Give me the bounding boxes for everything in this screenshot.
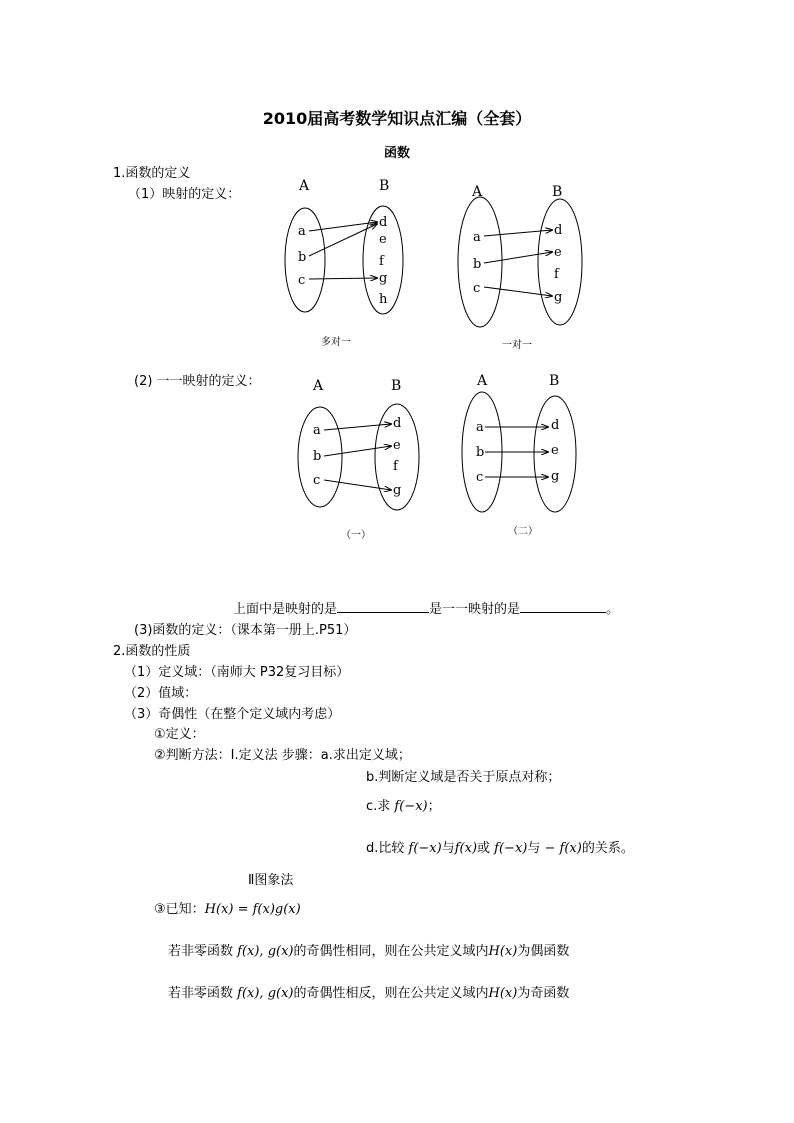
element-a: a [476,420,484,435]
diagram-caption: （一） [341,530,371,541]
diagram-caption: 多对一 [321,337,351,348]
arrow-b-d [309,224,377,256]
element-g: g [554,290,563,305]
set-a-label: A [477,373,488,389]
mapping-diagram-two [455,370,605,540]
set-a-label: A [313,378,324,394]
graph-method-line: Ⅱ图象法 [248,873,294,888]
step-c-suffix: ； [427,799,441,814]
element-d: d [554,223,563,238]
parity-line: （3）奇偶性（在整个定义域内考虑） [124,707,341,722]
arrow-b-e [324,446,391,456]
element-d: d [393,416,402,431]
element-d: d [551,418,560,433]
element-b: b [473,257,482,272]
element-g: g [551,469,560,484]
step-d-math-4: − f(x) [540,841,582,856]
rule-odd-line [168,982,569,1001]
step-d-math-2: f(x) [454,841,478,856]
fill-end: 。 [606,602,620,617]
step-d-text-1: 与 [441,841,455,856]
rule1-prefix: 若非零函数 [168,944,238,959]
rule2-math: f(x), g(x) [237,986,294,1001]
definition-line: ①定义： [154,727,205,742]
answer-blank-one-to-one[interactable] [520,600,606,613]
rule-even-line [168,940,569,959]
element-a: a [473,230,481,245]
set-a-label: A [472,184,483,200]
diagram-caption: （二） [508,526,538,537]
rule2-mid: 的奇偶性相反，则在公共定义域内 [293,986,489,1001]
step-d-line [366,837,634,856]
arrow-c-g [309,278,377,279]
range-line: （2）值域： [124,686,198,701]
method-line: ②判断方法：Ⅰ.定义法 步骤：a.求出定义域； [154,748,411,763]
element-c: c [298,273,306,288]
mapping-diagram-one [285,374,435,544]
domain-line: （1）定义域：（南师大 P32复习目标） [124,665,350,680]
step-c-line [366,795,441,814]
element-b: b [313,449,322,464]
element-c: c [476,470,484,485]
element-g: g [393,483,402,498]
rule1-mid: 的奇偶性相同，则在公共定义域内 [293,944,489,959]
rule1-end: 为偶函数 [517,944,570,959]
section-subtitle: 函数 [383,146,410,161]
arrow-a-d [324,424,391,430]
element-b: b [298,250,307,265]
element-e: e [393,438,401,453]
set-b-label: B [549,373,560,389]
fill-prefix: 上面中是映射的是 [233,602,338,617]
step-b-line: b.判断定义域是否关于原点对称； [366,770,561,785]
diagram-caption: 一对一 [502,340,532,351]
step-d-math-3: f(−x) [494,841,528,856]
step-d-prefix: d.比较 [366,841,409,856]
arrow-b-e [484,252,552,263]
element-g: g [379,271,388,286]
mapping-diagram-many-to-one [275,172,425,352]
mapping-definition-label: （1）映射的定义： [128,187,241,202]
element-f: f [393,459,398,474]
known-math: H(x) = f(x)g(x) [204,902,301,917]
fill-blank-question [233,598,619,617]
heading-function-properties: 2.函数的性质 [113,644,191,659]
function-definition-line: (3)函数的定义：（课本第一册上.P51） [134,623,357,638]
set-b-ellipse [538,199,582,325]
rule2-end: 为奇函数 [517,986,570,1001]
set-b-label: B [552,184,563,200]
element-h: h [379,292,388,307]
step-c-math: f(−x) [394,799,428,814]
step-d-suffix: 的关系。 [581,841,634,856]
mapping-diagram-one-to-one [450,178,600,356]
arrow-c-g [484,287,552,296]
element-a: a [313,423,321,438]
set-a-label: A [299,178,310,194]
step-d-text-2: 或 [477,841,495,856]
rule2-math2: H(x) [488,986,518,1001]
element-f: f [554,267,559,282]
element-c: c [313,473,321,488]
fill-middle: 是一一映射的是 [429,602,521,617]
known-prefix: ③已知： [154,902,205,917]
rule2-prefix: 若非零函数 [168,986,238,1001]
step-c-prefix: c.求 [366,799,395,814]
rule1-math: f(x), g(x) [237,944,294,959]
element-f: f [379,254,384,269]
answer-blank-mapping[interactable] [337,600,429,613]
element-b: b [476,445,485,460]
set-b-label: B [391,378,402,394]
element-d: d [379,215,388,230]
one-to-one-mapping-label: (2) 一一映射的定义： [134,374,261,389]
element-e: e [551,443,559,458]
set-b-label: B [379,178,390,194]
arrow-c-g [324,480,391,490]
step-d-text-3: 与 [527,841,541,856]
rule1-math2: H(x) [488,944,518,959]
element-a: a [298,224,306,239]
step-d-math-1: f(−x) [408,841,442,856]
arrow-a-d [484,230,552,236]
element-e: e [554,245,562,260]
page-title: 2010届高考数学知识点汇编（全套） [262,109,532,128]
known-line [154,898,301,917]
element-e: e [379,232,387,247]
heading-function-definition: 1.函数的定义 [113,166,191,181]
element-c: c [473,281,481,296]
